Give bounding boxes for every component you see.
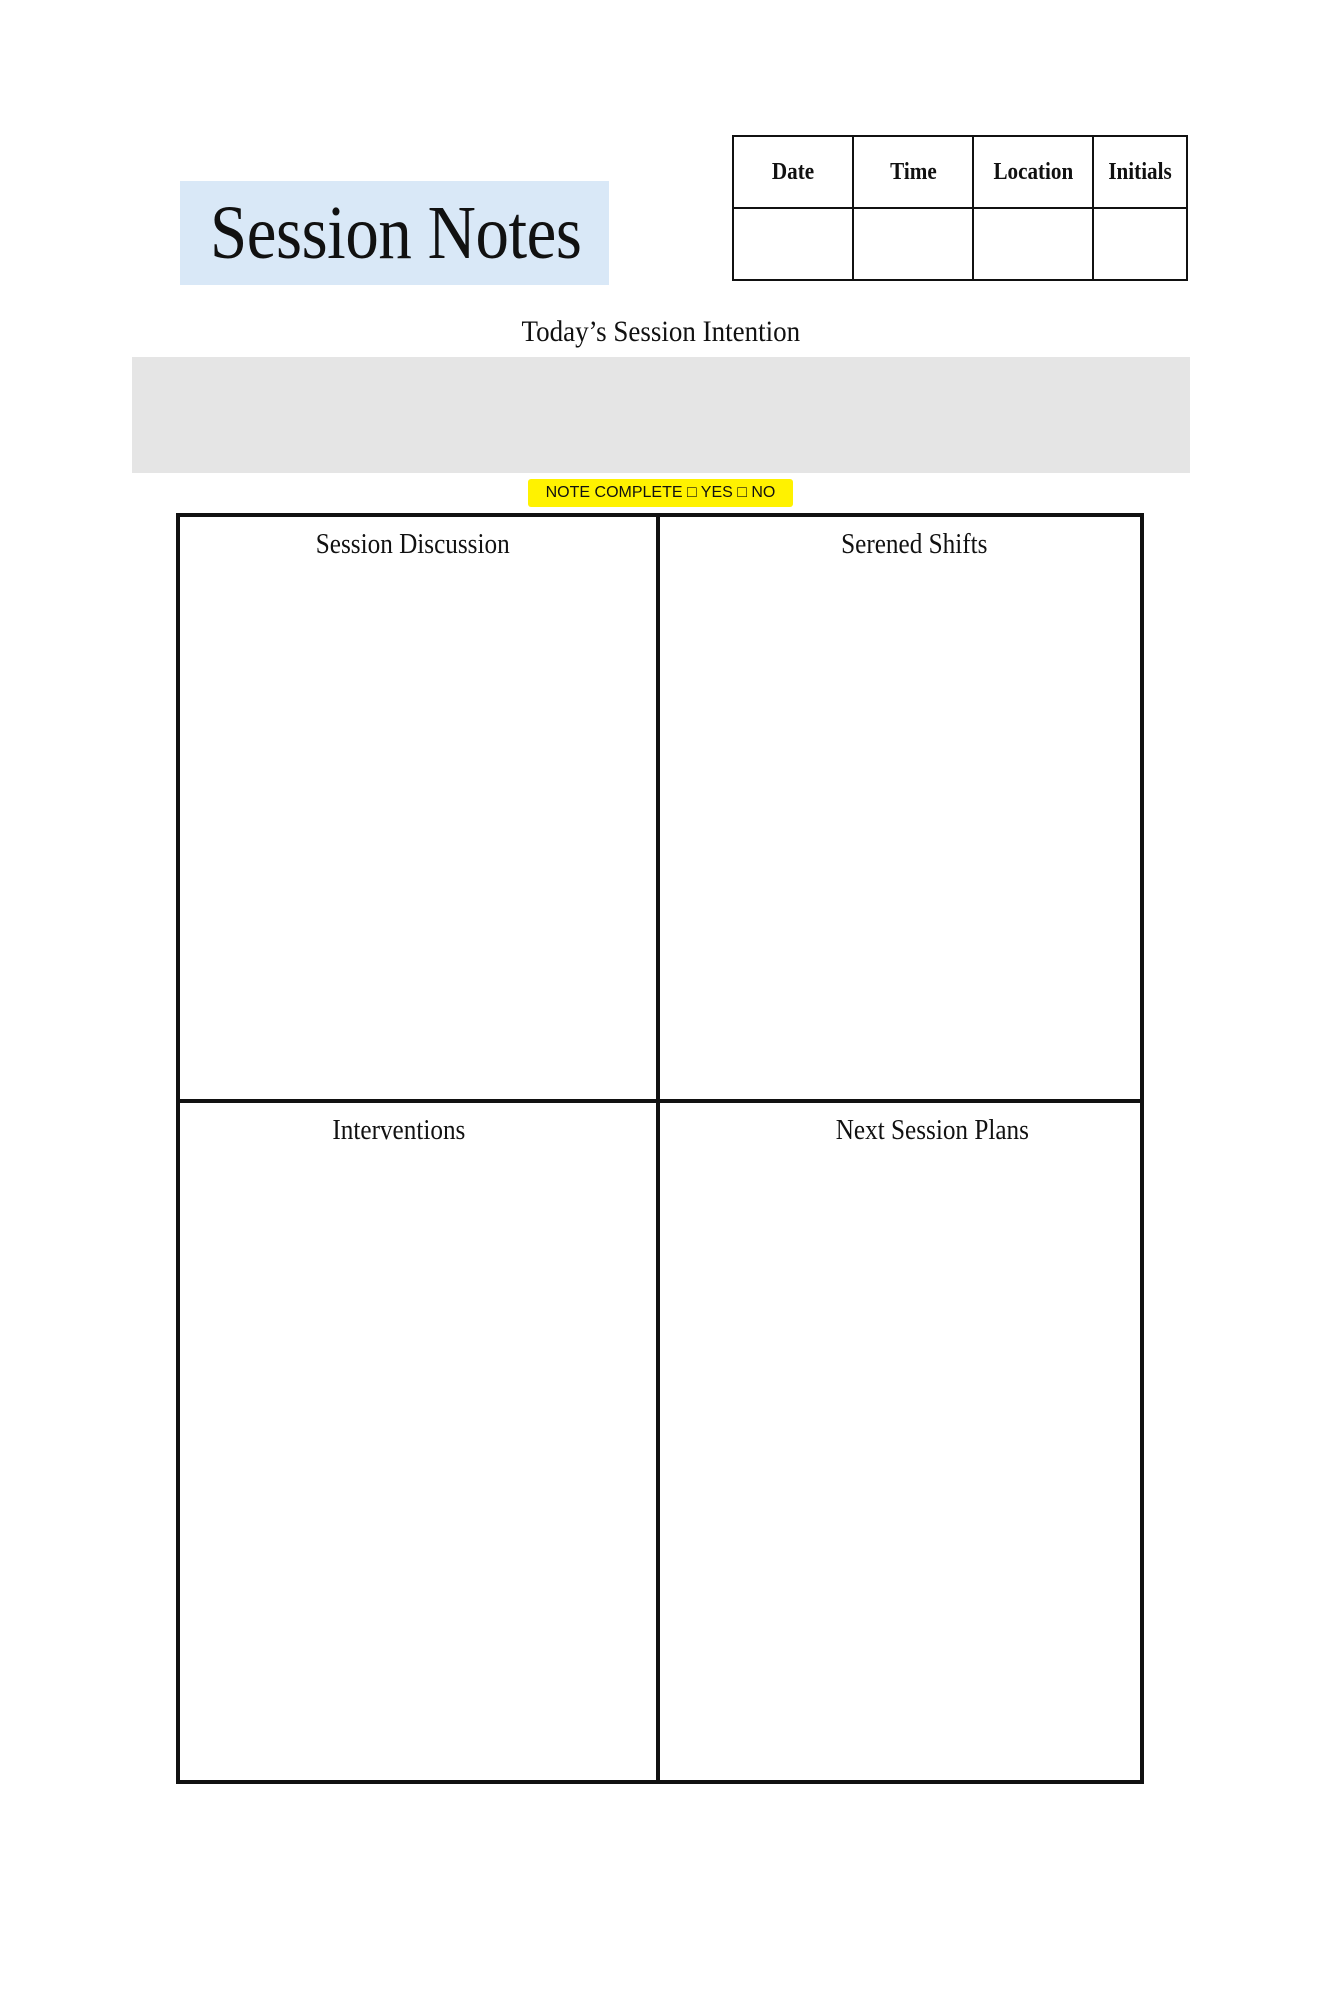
next-session-plans-section[interactable] [660, 1103, 1140, 1780]
intention-heading: Today’s Session Intention [521, 315, 801, 348]
date-header: Date [733, 136, 853, 208]
initials-header: Initials [1093, 136, 1187, 208]
location-field[interactable] [973, 208, 1093, 280]
interventions-heading: Interventions [332, 1115, 466, 1146]
intention-field[interactable] [132, 357, 1190, 473]
interventions-section[interactable] [180, 1103, 660, 1780]
next-session-plans-heading: Next Session Plans [835, 1115, 1029, 1146]
date-field[interactable] [733, 208, 853, 280]
session-discussion-section[interactable] [180, 517, 660, 1103]
session-meta-table [732, 135, 1188, 281]
page-title: Session Notes [210, 191, 582, 275]
meta-header-row [733, 136, 1187, 208]
session-discussion-heading: Session Discussion [315, 529, 510, 560]
title-banner [180, 181, 609, 285]
meta-value-row [733, 208, 1187, 280]
note-complete-badge[interactable]: NOTE COMPLETE □ YES □ NO [528, 479, 793, 507]
initials-field[interactable] [1093, 208, 1187, 280]
notes-grid [176, 513, 1144, 1784]
time-header: Time [853, 136, 973, 208]
time-field[interactable] [853, 208, 973, 280]
serened-shifts-section[interactable] [660, 517, 1140, 1103]
location-header: Location [973, 136, 1093, 208]
serened-shifts-heading: Serened Shifts [841, 529, 988, 560]
